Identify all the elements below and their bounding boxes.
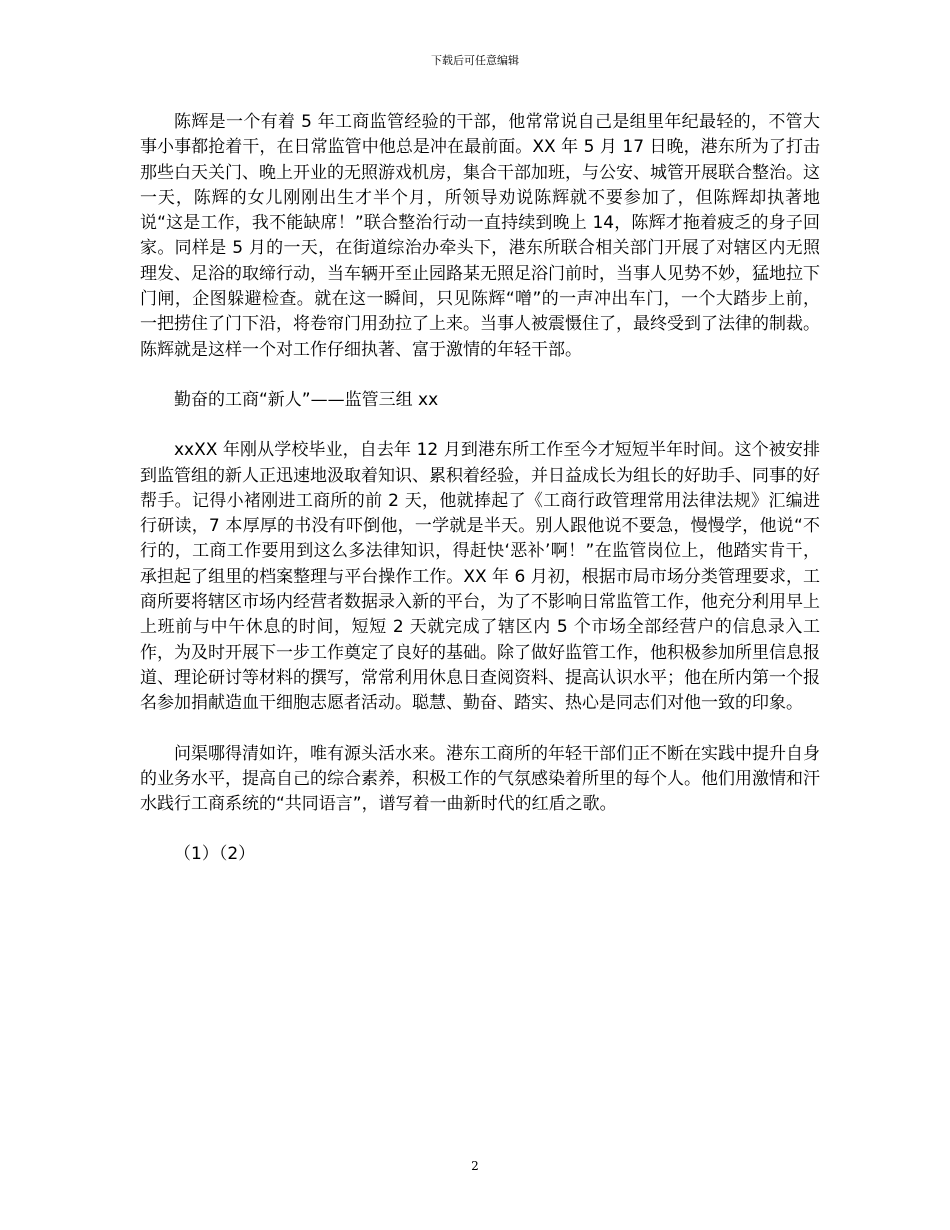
paragraph-gap (140, 363, 820, 388)
document-body (140, 110, 820, 868)
section-heading-new-staff: 勤奋的工商“新人”——监管三组 xx (174, 389, 439, 410)
paragraph-conclusion: 问渠哪得清如许，唯有源头活水来。港东工商所的年轻干部们正不断在实践中提升自身的业务水平，提高自己的综合素养，积极工作的气氛感染着所里的每个人。他们用激情和汗水践行工商系统的“共同语言”，谱写着一曲新时代的红盾之歌。 (140, 743, 820, 815)
page-number: 2 (471, 1159, 479, 1173)
paragraph-gap (140, 817, 820, 842)
paragraph-gap (140, 717, 820, 742)
paragraph-chen-hui: 陈辉是一个有着 5 年工商监管经验的干部，他常常说自己是组里年纪最轻的，不管大事小事都抢着干，在日常监管中他总是冲在最前面。XX 年 5 月 17 日晚，港东所为了打击那些白天关门、晚上开业的无照游戏机房，集合干部加班，与公安、城管开展联合整治。这一天，陈辉的女儿刚刚出生才半个月，所领导劝说陈辉就不要参加了，但陈辉却执著地说“这是工作，我不能缺席！”联合整治行动一直持续到晚上 14，陈辉才拖着疲乏的身子回家。同样是 5 月的一天，在街道综治办牵头下，港东所联合相关部门开展了对辖区内无照理发、足浴的取缔行动，当车辆开至止园路某无照足浴门前时，当事人见势不妙，猛地拉下门闸，企图躲避检查。就在这一瞬间，只见陈辉“噌”的一声冲出车门，一个大踏步上前，一把捞住了门下沿，将卷帘门用劲拉了上来。当事人被震慑住了，最终受到了法律的制裁。陈辉就是这样一个对工作仔细执著、富于激情的年轻干部。 (140, 112, 820, 360)
paragraph-gap (140, 413, 820, 438)
paragraph-new-staff: xxXX 年刚从学校毕业，自去年 12 月到港东所工作至今才短短半年时间。这个被安排到监管组的新人正迅速地汲取着知识、累积着经验，并日益成长为组长的好助手、同事的好帮手。记得小褚刚进工商所的前 2 天，他就捧起了《工商行政管理常用法律法规》汇编进行研读，7 本厚厚的书没有吓倒他，一学就是半天。别人跟他说不要急，慢慢学，他说“不行的，工商工作要用到这么多法律知识，得赶快‘恶补’啊！”在监管岗位上，他踏实肯干，承担起了组里的档案整理与平台操作工作。XX 年 6 月初，根据市局市场分类管理要求，工商所要将辖区市场内经营者数据录入新的平台，为了不影响日常监管工作，他充分利用早上上班前与中午休息的时间，短短 2 天就完成了辖区内 5 个市场全部经营户的信息录入工作，为及时开展下一步工作奠定了良好的基础。除了做好监管工作，他积极参加所里信息报道、理论研讨等材料的撰写，常常利用休息日查阅资料、提高认识水平；他在所内第一个报名参加捐献造血干细胞志愿者活动。聪慧、勤奋、踏实、热心是同志们对他一致的印象。 (140, 440, 820, 714)
paragraph-footnote-marks: （1）（2） (174, 844, 256, 865)
page-header: 下载后可任意编辑 (431, 54, 519, 67)
